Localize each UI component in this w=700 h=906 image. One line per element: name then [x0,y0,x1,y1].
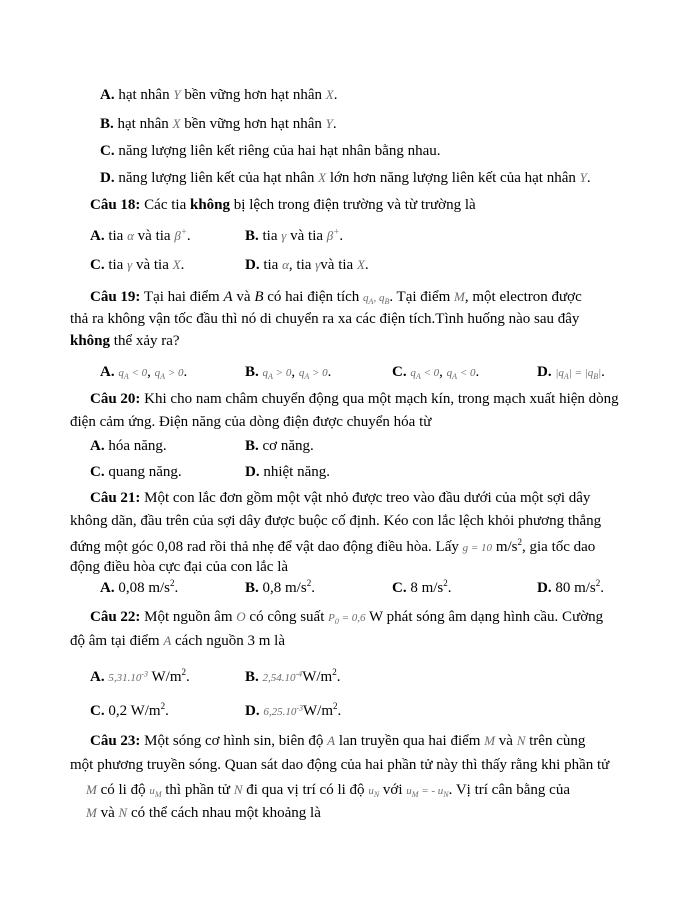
q22-stem-line1: Câu 22: Một nguồn âm O có công suất $P_0 = 0,6$ W phát sóng âm dạng hình cầu. Cường [90,609,604,627]
q21-stem-line1: Câu 21: Một con lắc đơn gồm một vật nhỏ được treo vào đầu dưới của một sợi dây [90,490,591,506]
q22-option-a[interactable]: A. $5,31.10^{-3}$ $W/m^2$. [90,667,190,685]
q22-option-b[interactable]: B. $2,54.10^{-4}W/m^2$. [245,667,341,685]
q23-stem-line2: một phương truyền sóng. Quan sát dao động của hai phần tử này thì thấy rằng khi phần tử [70,757,610,773]
q22-option-d[interactable]: D. $6,25.10^{-3}W/m^2$. [245,701,342,719]
q17-option-d[interactable]: D. năng lượng liên kết của hạt nhân X lớn hơn năng lượng liên kết của hạt nhân Y. [100,170,591,186]
q20-option-a[interactable]: A. hóa năng. [90,438,167,454]
q17-option-b[interactable]: B. hạt nhân X bền vững hơn hạt nhân Y. [100,116,337,132]
q17-option-a[interactable]: A. hạt nhân Y bền vững hơn hạt nhân X. [100,87,338,103]
q19-option-c[interactable]: C. $q_A < 0$, $q_A < 0$. [392,364,480,382]
q21-stem-line2: không dãn, đầu trên của sợi dây được buộc cố định. Kéo con lắc lệch khỏi phương thẳng [70,513,602,529]
q19-stem-line3: không thể xảy ra? [70,333,180,349]
q18-option-c[interactable]: C. tia γ và tia X. [90,257,185,273]
q23-stem-line1: Câu 23: Một sóng cơ hình sin, biên độ A lan truyền qua hai điểm M và N trên cùng [90,733,586,749]
q20-stem-line2: điện cảm ứng. Điện năng của dòng điện được chuyển hóa từ [70,414,432,430]
q17-option-c[interactable]: C. năng lượng liên kết riêng của hai hạt nhân bằng nhau. [100,143,441,159]
q19-stem-line2: thả ra không vận tốc đầu thì nó di chuyển ra xa các điện tích.Tình huống nào sau đây [70,311,580,327]
q21-stem-line3: đứng một góc 0,08 rad rồi thả nhẹ để vật dao động điều hòa. Lấy g = 10 $m/s^2$, gia tốc dao [70,537,596,555]
q20-stem-line1: Câu 20: Khi cho nam châm chuyển động qua một mạch kín, trong mạch xuất hiện dòng [90,391,619,407]
q19-stem-line1: Câu 19: Tại hai điểm A và B có hai điện tích $q_A$, $q_B$. Tại điểm M, một electron được [90,289,582,307]
q19-option-b[interactable]: B. $q_A > 0$, $q_A > 0$. [245,364,332,382]
q21-stem-line4: động điều hòa cực đại của con lắc là [70,559,289,575]
q19-option-d[interactable]: D. $|q_A| = |q_B|$. [537,364,605,382]
q21-option-a[interactable]: A. 0,08 $m/s^2$. [100,578,179,596]
q23-stem-line3: M có li độ $u_M$ thì phần tử N đi qua vị trí có li độ $u_N$ với $u_M$ = - $u_N$. Vị trí cân bằng của [86,782,570,800]
q20-option-d[interactable]: D. nhiệt năng. [245,464,330,480]
q21-option-d[interactable]: D. 80 $m/s^2$. [537,578,605,596]
q18-stem: Câu 18: Các tia không bị lệch trong điện trường và từ trường là [90,197,476,213]
q22-option-c[interactable]: C. 0,2 $W/m^2$. [90,701,169,719]
q21-option-c[interactable]: C. 8 $m/s^2$. [392,578,452,596]
q21-option-b[interactable]: B. 0,8 $m/s^2$. [245,578,315,596]
q20-option-b[interactable]: B. cơ năng. [245,438,314,454]
q20-option-c[interactable]: C. quang năng. [90,464,182,480]
q18-option-b[interactable]: B. tia γ và tia β+. [245,226,344,244]
q18-option-a[interactable]: A. tia α và tia β+. [90,226,191,244]
q19-option-a[interactable]: A. $q_A < 0$, $q_A > 0$. [100,364,188,382]
q22-stem-line2: độ âm tại điểm A cách nguồn 3 m là [70,633,285,649]
q23-stem-line4: M và N có thể cách nhau một khoảng là [86,805,321,821]
q18-option-d[interactable]: D. tia α, tia γvà tia X. [245,257,369,273]
